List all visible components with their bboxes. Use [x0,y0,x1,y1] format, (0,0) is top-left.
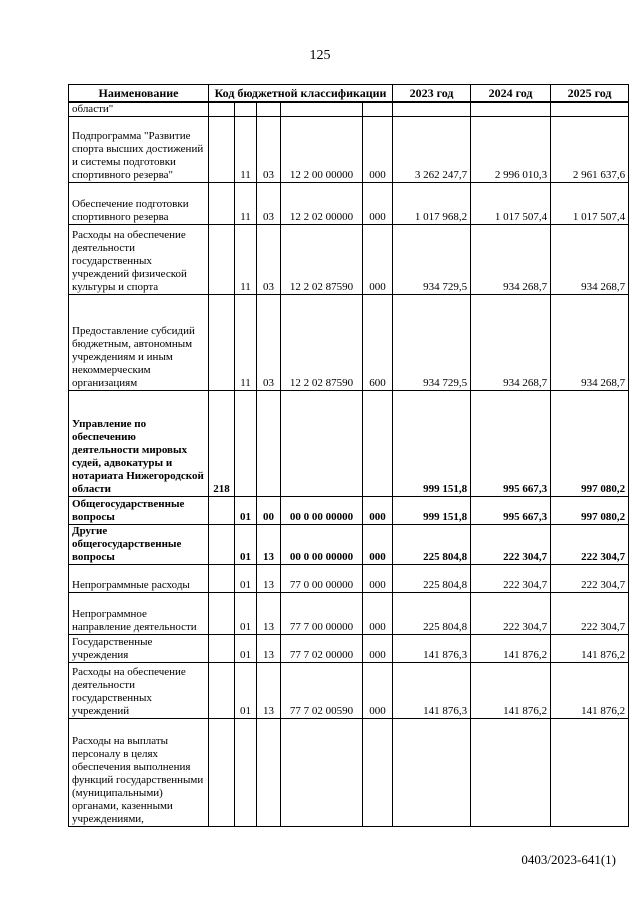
cell-v2024: 141 876,2 [471,663,551,719]
cell-sec: 01 [235,635,257,663]
cell-v2024: 1 017 507,4 [471,183,551,225]
table-row [69,117,629,183]
cell-v2024: 222 304,7 [471,593,551,635]
cell-name: Обеспечение подготовки спортивного резерва [69,183,209,225]
cell-v2025: 141 876,2 [551,663,629,719]
cell-v2023: 1 017 968,2 [393,183,471,225]
cell-v2024: 995 667,3 [471,497,551,525]
cell-target: 12 2 02 87590 [281,225,363,295]
cell-sub: 00 [257,497,281,525]
cell-type: 000 [363,117,393,183]
cell-v2025: 934 268,7 [551,295,629,391]
cell-v2025: 2 961 637,6 [551,117,629,183]
table-row [69,497,629,525]
cell-v2024 [471,102,551,117]
cell-v2025: 222 304,7 [551,565,629,593]
cell-dept [209,225,235,295]
cell-sub: 03 [257,225,281,295]
cell-v2024: 141 876,2 [471,635,551,663]
cell-dept: 218 [209,391,235,497]
cell-v2024: 934 268,7 [471,295,551,391]
cell-name: Подпрограмма "Развитие спорта высших достижений и системы подготовки спортивного резерва" [69,117,209,183]
cell-type [363,102,393,117]
cell-sub: 13 [257,525,281,565]
cell-v2024: 934 268,7 [471,225,551,295]
cell-v2025: 997 080,2 [551,497,629,525]
cell-sec: 01 [235,663,257,719]
cell-type: 000 [363,497,393,525]
cell-v2023: 934 729,5 [393,295,471,391]
cell-dept [209,635,235,663]
cell-target: 77 7 00 00000 [281,593,363,635]
cell-type [363,719,393,827]
cell-type [363,391,393,497]
cell-sec [235,102,257,117]
cell-type: 000 [363,635,393,663]
cell-sec: 11 [235,183,257,225]
cell-v2023: 225 804,8 [393,565,471,593]
cell-v2024: 222 304,7 [471,525,551,565]
table-row [69,102,629,117]
cell-sub: 13 [257,593,281,635]
cell-sec: 01 [235,593,257,635]
cell-v2023 [393,102,471,117]
cell-v2023: 141 876,3 [393,635,471,663]
table-header-row [69,85,629,103]
cell-target: 12 2 00 00000 [281,117,363,183]
cell-sub: 03 [257,183,281,225]
cell-type: 000 [363,225,393,295]
cell-sec: 01 [235,525,257,565]
cell-dept [209,525,235,565]
table-row [69,183,629,225]
cell-v2023 [393,719,471,827]
header-2024: 2024 год [471,85,551,103]
cell-v2025: 141 876,2 [551,635,629,663]
cell-v2025: 1 017 507,4 [551,183,629,225]
cell-v2024 [471,719,551,827]
cell-name: Расходы на выплаты персоналу в целях обеспечения выполнения функций государственными (муниципальными) органами, казенными учреждениями, [69,719,209,827]
cell-v2024: 2 996 010,3 [471,117,551,183]
cell-name: Государственные учреждения [69,635,209,663]
cell-target: 77 0 00 00000 [281,565,363,593]
cell-target: 00 0 00 00000 [281,497,363,525]
cell-v2024: 995 667,3 [471,391,551,497]
cell-target: 12 2 02 00000 [281,183,363,225]
cell-target: 00 0 00 00000 [281,525,363,565]
cell-name: Расходы на обеспечение деятельности государственных учреждений [69,663,209,719]
cell-name: Общегосударственные вопросы [69,497,209,525]
cell-type: 600 [363,295,393,391]
document-code: 0403/2023-641(1) [521,852,616,867]
header-code: Код бюджетной классификации [209,85,393,103]
cell-type: 000 [363,565,393,593]
cell-v2024: 222 304,7 [471,565,551,593]
cell-name: Управление по обеспечению деятельности мировых судей, адвокатуры и нотариата Нижегородской области [69,391,209,497]
table-row [69,225,629,295]
cell-sec [235,719,257,827]
cell-sec: 11 [235,225,257,295]
cell-target: 77 7 02 00000 [281,635,363,663]
cell-v2025: 997 080,2 [551,391,629,497]
cell-dept [209,183,235,225]
cell-dept [209,719,235,827]
header-2023: 2023 год [393,85,471,103]
table-row [69,295,629,391]
cell-v2025: 222 304,7 [551,593,629,635]
cell-v2023: 141 876,3 [393,663,471,719]
header-name: Наименование [69,85,209,103]
cell-name: Предоставление субсидий бюджетным, автономным учреждениям и иным некоммерческим организациям [69,295,209,391]
cell-dept [209,565,235,593]
cell-sub [257,719,281,827]
cell-target [281,102,363,117]
cell-dept [209,102,235,117]
cell-target [281,719,363,827]
page-number: 125 [309,48,331,63]
cell-sub [257,391,281,497]
cell-type: 000 [363,593,393,635]
cell-sub: 03 [257,117,281,183]
cell-sec: 01 [235,497,257,525]
cell-type: 000 [363,663,393,719]
cell-v2025 [551,719,629,827]
cell-sub: 13 [257,565,281,593]
cell-sec: 11 [235,295,257,391]
cell-v2023: 999 151,8 [393,497,471,525]
cell-name: Непрограммное направление деятельности [69,593,209,635]
cell-v2023: 225 804,8 [393,525,471,565]
cell-v2023: 225 804,8 [393,593,471,635]
cell-sub: 13 [257,635,281,663]
cell-type: 000 [363,183,393,225]
table-row [69,565,629,593]
table-row [69,593,629,635]
cell-v2025: 934 268,7 [551,225,629,295]
cell-dept [209,117,235,183]
cell-name: Непрограммные расходы [69,565,209,593]
cell-name: области" [69,102,209,117]
table-row [69,391,629,497]
cell-name: Другие общегосударственные вопросы [69,525,209,565]
cell-v2025 [551,102,629,117]
cell-sub: 13 [257,663,281,719]
cell-sec: 11 [235,117,257,183]
table-row [69,635,629,663]
cell-dept [209,295,235,391]
cell-v2023: 3 262 247,7 [393,117,471,183]
cell-target: 77 7 02 00590 [281,663,363,719]
cell-type: 000 [363,525,393,565]
cell-sec [235,391,257,497]
cell-dept [209,663,235,719]
cell-dept [209,497,235,525]
cell-v2025: 222 304,7 [551,525,629,565]
table-row [69,525,629,565]
cell-dept [209,593,235,635]
table-row [69,719,629,827]
cell-sub: 03 [257,295,281,391]
cell-target [281,391,363,497]
cell-v2023: 934 729,5 [393,225,471,295]
table-row [69,663,629,719]
cell-name: Расходы на обеспечение деятельности государственных учреждений физической культуры и спорта [69,225,209,295]
budget-table [68,84,629,827]
cell-target: 12 2 02 87590 [281,295,363,391]
cell-v2023: 999 151,8 [393,391,471,497]
cell-sec: 01 [235,565,257,593]
header-2025: 2025 год [551,85,629,103]
cell-sub [257,102,281,117]
